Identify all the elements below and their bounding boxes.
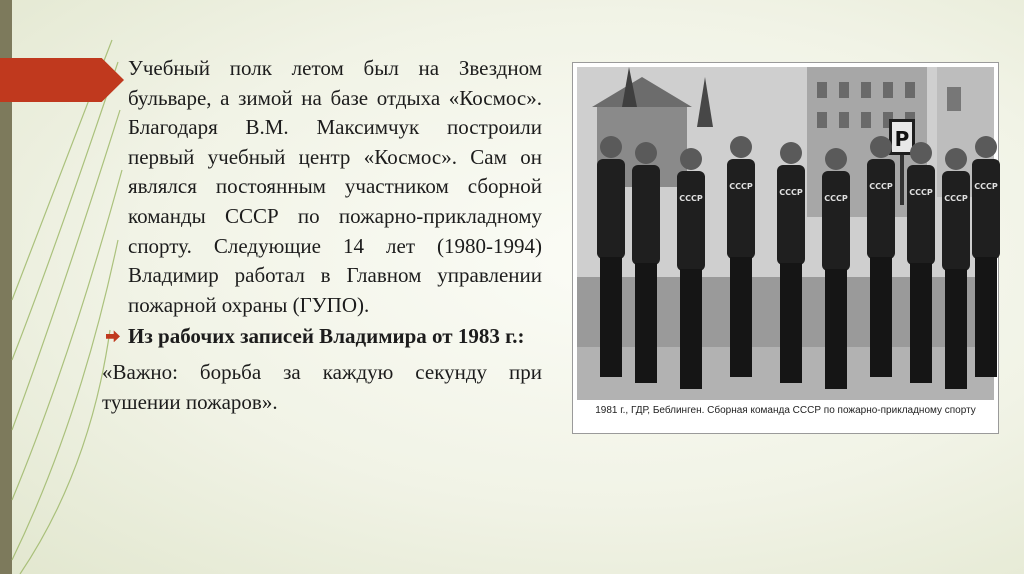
person-legs xyxy=(680,269,702,389)
person-legs xyxy=(825,269,847,389)
person-body xyxy=(867,159,895,259)
jacket-lettering: СССР xyxy=(824,194,848,203)
jacket-lettering: СССР xyxy=(974,182,998,191)
person-body xyxy=(907,165,935,265)
person-body xyxy=(942,171,970,271)
person-head xyxy=(600,136,622,158)
parking-sign-letter: P xyxy=(894,127,910,151)
person-legs xyxy=(945,269,967,389)
person-body xyxy=(677,171,705,271)
bullet-item xyxy=(128,322,542,352)
photo-caption: 1981 г., ГДР, Беблинген. Сборная команда СССР по пожарно-прикладному спорту xyxy=(595,405,976,416)
title-accent-tab xyxy=(0,58,124,102)
person-head xyxy=(680,148,702,170)
person-legs xyxy=(635,263,657,383)
jacket-lettering: СССР xyxy=(779,188,803,197)
person-body xyxy=(972,159,1000,259)
person-head xyxy=(945,148,967,170)
person-head xyxy=(825,148,847,170)
jacket-lettering: СССР xyxy=(869,182,893,191)
person-body xyxy=(632,165,660,265)
quote-text: «Важно: борьба за каждую секунду при тушении пожаров». xyxy=(102,359,542,414)
person-legs xyxy=(975,257,997,377)
person-body xyxy=(777,165,805,265)
team-photo-illustration xyxy=(577,67,998,400)
team-photo xyxy=(577,67,998,400)
person-head xyxy=(910,142,932,164)
body-text xyxy=(102,54,542,417)
person-head xyxy=(975,136,997,158)
person-head xyxy=(780,142,802,164)
jacket-lettering: СССР xyxy=(909,188,933,197)
jacket-lettering: СССР xyxy=(944,194,968,203)
person-legs xyxy=(600,257,622,377)
bullet-text: Из рабочих записей Владимира от 1983 г.: xyxy=(128,324,525,349)
person-head xyxy=(730,136,752,158)
person-legs xyxy=(780,263,802,383)
photo-frame xyxy=(572,62,999,434)
person-body xyxy=(727,159,755,259)
main-paragraph: Учебный полк летом был на Звездном бульваре, а зимой на базе отдыха «Космос». Благодаря В.М. Максимчук построили первый учебный центр «Космос». Сам он являлся постоянным участником сборной команды СССР по пожарно-прикладному спорту. Следующие 14 лет (1980-1994) Владимир работал в Главном управлении пожарной охраны (ГУПО). xyxy=(128,56,542,317)
person-head xyxy=(635,142,657,164)
person-head xyxy=(870,136,892,158)
jacket-lettering: СССР xyxy=(679,194,703,203)
person-legs xyxy=(730,257,752,377)
jacket-lettering: СССР xyxy=(729,182,753,191)
person-body xyxy=(822,171,850,271)
person-legs xyxy=(870,257,892,377)
person-body xyxy=(597,159,625,259)
person-legs xyxy=(910,263,932,383)
